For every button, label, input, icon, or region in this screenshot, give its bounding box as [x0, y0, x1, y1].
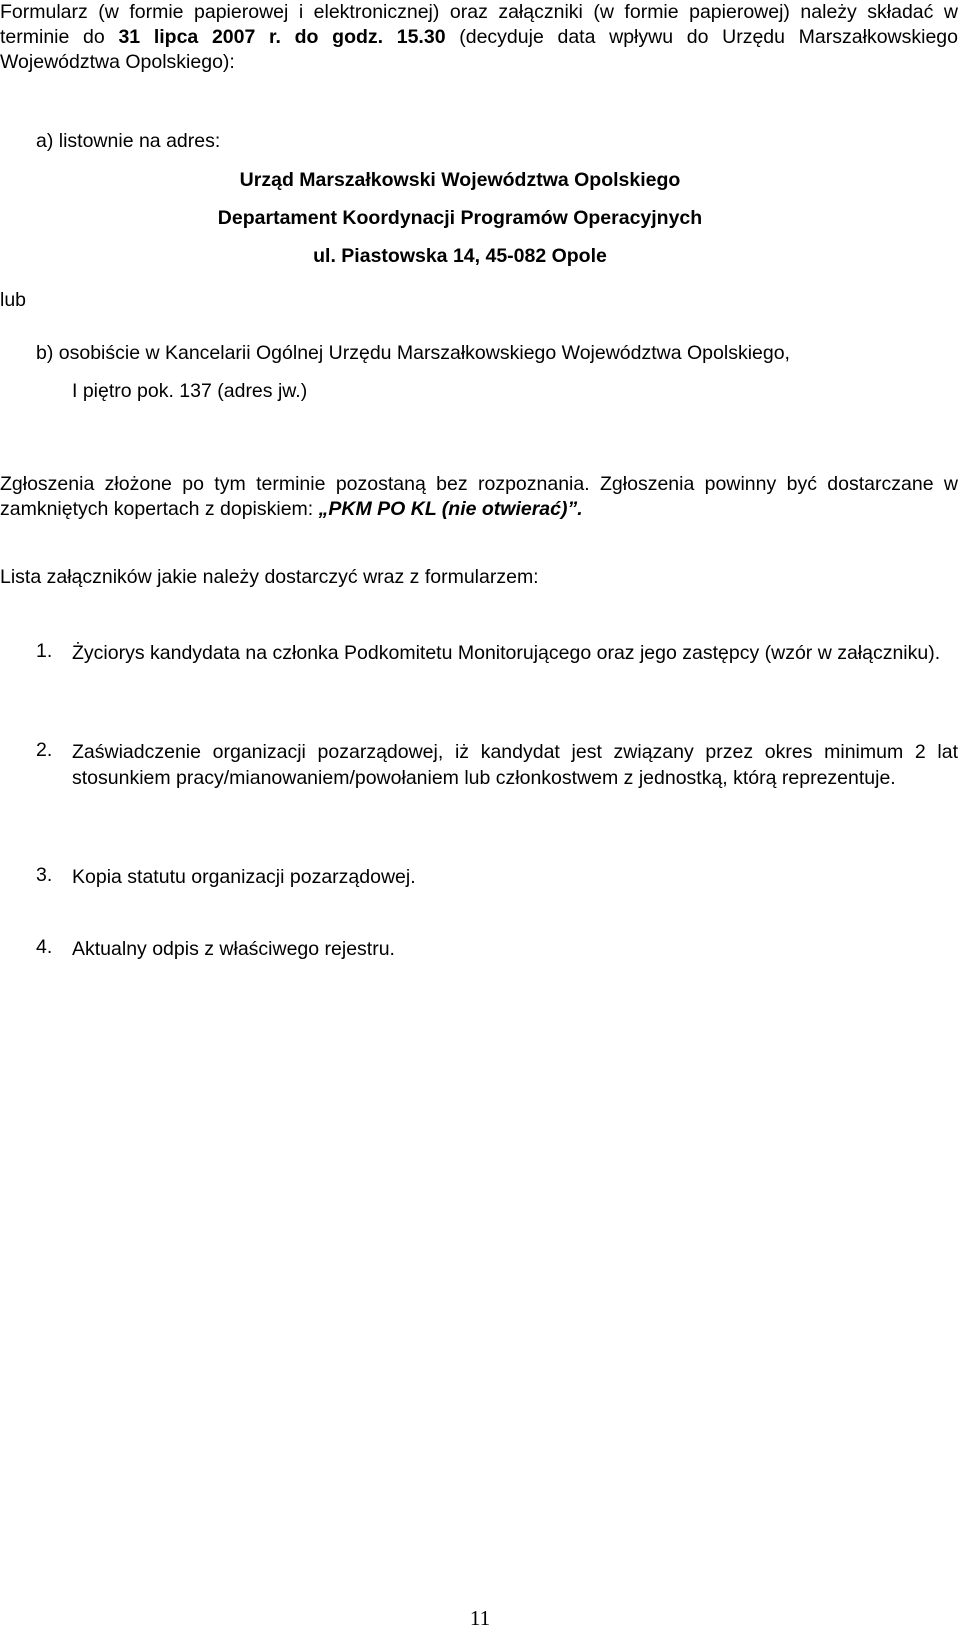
or-word: lub	[0, 289, 27, 311]
envelope-marking: „PKM PO KL (nie otwierać)”.	[318, 498, 583, 520]
list-item-text: Kopia statutu organizacji pozarządowej.	[72, 866, 416, 888]
attachments-heading: Lista załączników jakie należy dostarczyć wraz z formularzem:	[0, 566, 539, 588]
list-item-number: 1.	[36, 640, 53, 662]
address-line-office: Urząd Marszałkowski Województwa Opolskiego	[239, 169, 681, 191]
intro-text-end: (decyduje data wpływu do Urzędu Marszałkowskiego Województwa Opolskiego):	[0, 26, 958, 73]
list-item-number: 3.	[36, 864, 53, 886]
option-a-label: a) listownie na adres:	[36, 130, 221, 152]
page-number: 11	[469, 1606, 491, 1630]
notice-text: Zgłoszenia złożone po tym terminie pozostaną bez rozpoznania. Zgłoszenia powinny być dostarczane w zamkniętych kopertach z dopiskiem:	[0, 473, 958, 520]
list-item-text: Zaświadczenie organizacji pozarządowej, iż kandydat jest związany przez okres minimum 2 lat stosunkiem pracy/mianowaniem/powołaniem lub członkostwem z jednostką, którą reprezentuje.	[72, 741, 958, 789]
intro-paragraph	[0, 0, 958, 75]
list-item-text: Życiorys kandydata na członka Podkomitetu Monitorującego oraz jego zastępcy (wzór w załączniku).	[72, 642, 941, 664]
address-line-street: ul. Piastowska 14, 45-082 Opole	[313, 245, 607, 267]
notice-paragraph	[0, 472, 958, 522]
intro-text-start: Formularz (w formie papierowej i elektronicznej) oraz załączniki (w formie papierowej) należy składać w terminie do	[0, 1, 958, 48]
list-item-number: 4.	[36, 936, 53, 958]
list-item-text: Aktualny odpis z właściwego rejestru.	[72, 938, 395, 960]
deadline-date: 31 lipca 2007 r. do godz. 15.30	[118, 26, 446, 48]
option-b-line2: I piętro pok. 137 (adres jw.)	[72, 380, 308, 402]
address-line-department: Departament Koordynacji Programów Operacyjnych	[217, 207, 703, 229]
option-b-line1: b) osobiście w Kancelarii Ogólnej Urzędu Marszałkowskiego Województwa Opolskiego,	[36, 342, 790, 364]
list-item-number: 2.	[36, 739, 53, 761]
